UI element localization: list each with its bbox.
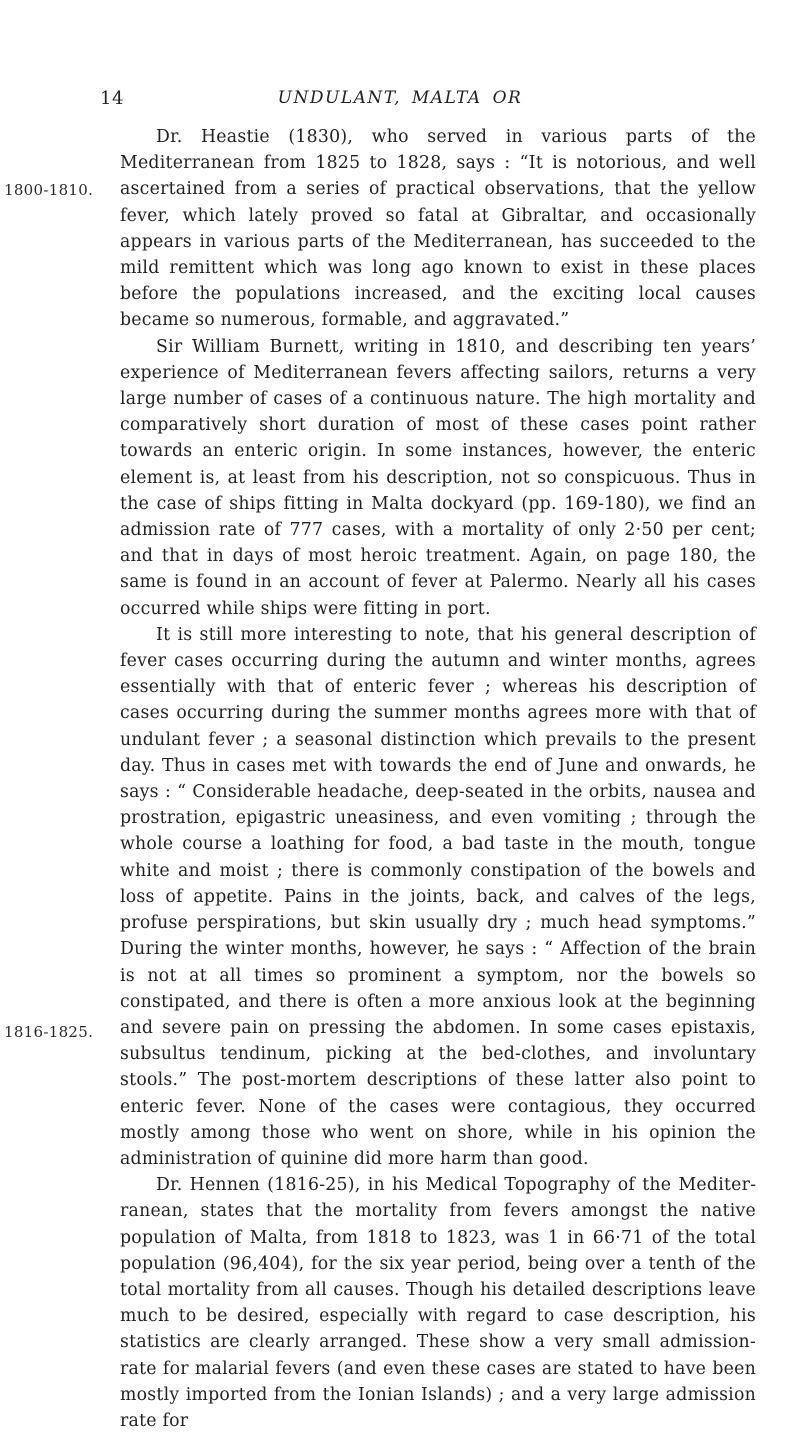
paragraph-burnett: Sir William Burnett, writing in 1810, and describing ten years’ experience of Mediterranean fevers affecting sailors, returns a very large number of cases of a continuous nature. The high mortality and comparatively short duration of most of these cases point rather towards an enteric origin. In some instances, however, the enteric element is, at least from his description, not so conspicuous. Thus in the case of ships fitting in Malta dockyard (pp. 169-180), we find an admission rate of 777 cases, with a mortality of only 2·50 per cent; and that in days of most heroic treatment. Again, on page 180, the same is found in an account of fever at Palermo. Nearly all his cases occurred while ships were fitting in port.	[120, 336, 756, 619]
paragraph-heastie: Dr. Heastie (1830), who served in various parts of the Mediterranean from 1825 to 1828, says : “It is notorious, and well ascertained from a series of practical observations, that the yellow fever, which lately proved so fatal at Gibraltar, and occasionally appears in various parts of the Mediterranean, has succeeded to the mild remittent which was long ago known to exist in these places before the populations increased, and the exciting local causes became so numerous, formable, and aggravated.”	[120, 127, 756, 331]
paragraph-seasonal-description: It is still more interesting to note, that his general description of fever cases occurring during the autumn and winter months, agrees essentially with that of enteric fever ; whereas his description of cases occurring during the summer months agrees more with that of undulant fever ; a seasonal distinction which prevails to the present day. Thus in cases met with towards the end of June and onwards, he says : “ Considerable headache, deep-seated in the orbits, nausea and prostration, epigastric uneasiness, and even vomiting ; through the whole course a loathing for food, a bad taste in the mouth, tongue white and moist ; there is commonly constipation of the bowels and loss of appetite. Pains in the joints, back, and calves of the legs, profuse perspirations, but skin usually dry ; much head symptoms.” During the winter months, however, he says : “ Affection of the brain is not at all times so prominent a symptom, nor the bowels so constipated, and there is often a more anxious look at the beginning and severe pain on pressing the abdomen. In some cases epistaxis, subsultus tendinum, picking at the bed-clothes, and involuntary stools.” The post-mortem descriptions of these latter also point to enteric fever. None of the cases were contagious, they occurred mostly among those who went on shore, while in his opinion the administration of quinine did more harm than good.	[120, 624, 756, 1169]
paragraph-hennen: Dr. Hennen (1816-25), in his Medical Topography of the Mediterranean, states that the mortality from fevers amongst the native population of Malta, from 1818 to 1823, was 1 in 66·71 of the total population (96,404), for the six year period, being over a tenth of the total mortality from all causes. Though his detailed descriptions leave much to be desired, especially with regard to case description, his statistics are clearly arranged. These show a very small admission-rate for malarial fevers (and even these cases are stated to have been mostly imported from the Ionian Islands) ; and a very large admission rate for	[120, 1175, 756, 1431]
running-head: UNDULANT, MALTA OR	[277, 88, 523, 108]
margin-note-year-range: 1800-1810.	[4, 181, 94, 199]
page-number: 14	[100, 88, 124, 109]
body-text	[120, 124, 756, 1434]
margin-note-year-range: 1816-1825.	[4, 1023, 94, 1041]
